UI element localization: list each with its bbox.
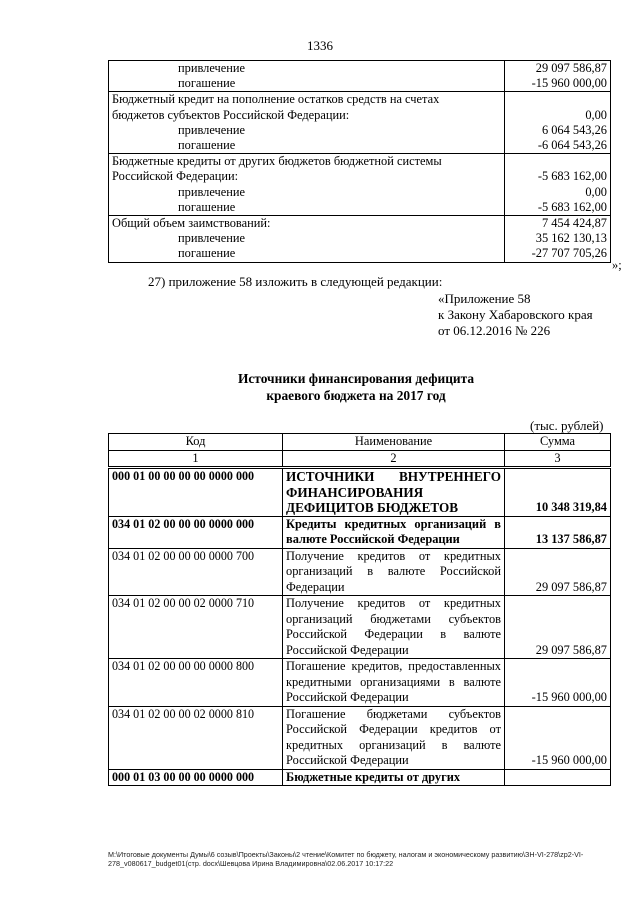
borrowing-amount: -27 707 705,26 bbox=[531, 246, 607, 261]
borrowing-amount: 29 097 586,87 bbox=[535, 61, 607, 75]
borrowing-amount-cell bbox=[505, 92, 611, 154]
table-row bbox=[109, 548, 611, 596]
row-sum bbox=[505, 769, 611, 786]
units-note: (тыс. рублей) bbox=[530, 418, 604, 433]
row-sum: -15 960 000,00 bbox=[505, 659, 611, 707]
header-code: Код bbox=[109, 434, 283, 451]
row-name: Получение кредитов от кредитных организаций бюджетами субъектов Российской Федерации в валюте Российской Федерации bbox=[283, 596, 505, 659]
borrowing-label-cell bbox=[109, 61, 505, 92]
borrowing-amount: 0,00 bbox=[585, 184, 607, 199]
row-name: Погашение бюджетами субъектов Российской Федерации кредитов от кредитных организаций в валюте Российской Федерации bbox=[283, 706, 505, 769]
row-sum: 10 348 319,84 bbox=[505, 468, 611, 517]
row-code: 034 01 02 00 00 00 0000 000 bbox=[109, 516, 283, 548]
table-row bbox=[109, 769, 611, 786]
row-name: Получение кредитов от кредитных организаций в валюте Российской Федерации bbox=[283, 548, 505, 596]
table-row bbox=[109, 659, 611, 707]
header-row bbox=[109, 434, 611, 451]
borrowing-amount-cell bbox=[505, 216, 611, 263]
row-name: ИСТОЧНИКИ ВНУТРЕННЕГО ФИНАНСИРОВАНИЯ ДЕФИЦИТОВ БЮДЖЕТОВ bbox=[283, 468, 505, 517]
borrowing-amount: -6 064 543,26 bbox=[537, 138, 607, 153]
document-title bbox=[0, 370, 640, 404]
appendix-line-2: к Закону Хабаровского края bbox=[438, 307, 593, 322]
row-sum: 13 137 586,87 bbox=[505, 516, 611, 548]
appendix-line-1: «Приложение 58 bbox=[438, 291, 531, 306]
borrowing-amount: 0,00 bbox=[585, 107, 607, 122]
row-sum: -15 960 000,00 bbox=[505, 706, 611, 769]
borrowing-label: Общий объем заимствований: bbox=[112, 216, 271, 231]
table-row bbox=[109, 706, 611, 769]
table-row bbox=[109, 516, 611, 548]
row-name: Бюджетные кредиты от других bbox=[283, 769, 505, 786]
borrowing-label: привлечение bbox=[178, 184, 246, 199]
row-code: 034 01 02 00 00 02 0000 710 bbox=[109, 596, 283, 659]
borrowing-amount: -5 683 162,00 bbox=[537, 199, 607, 214]
borrowings-table bbox=[108, 60, 611, 263]
borrowing-label: погашение bbox=[178, 246, 236, 261]
borrowing-label: привлечение bbox=[178, 122, 246, 137]
row-sum: 29 097 586,87 bbox=[505, 548, 611, 596]
borrowing-label: погашение bbox=[178, 76, 236, 91]
title-line-2: краевого бюджета на 2017 год bbox=[266, 388, 446, 403]
borrowing-amount: 7 454 424,87 bbox=[541, 216, 607, 231]
column-number-name: 2 bbox=[283, 450, 505, 468]
row-code: 034 01 02 00 00 00 0000 700 bbox=[109, 548, 283, 596]
row-code: 034 01 02 00 00 02 0000 810 bbox=[109, 706, 283, 769]
borrowing-label-continued: Российской Федерации: bbox=[112, 169, 239, 184]
footer-file-path: M:\Итоговые документы Думы\6 созыв\Проекты\Законы\2 чтение\Комитет по бюджету, налогам и экономическому развитию\ЗН-VI-278\zp2-VI-278_v080617_budget01(стр. docx\Шевцова Ирина Владимировна\02.06.2017 10:17:22 bbox=[108, 850, 584, 868]
borrowing-label: Бюджетный кредит на пополнение остатков средств на счетах bbox=[112, 92, 440, 107]
borrowing-label: погашение bbox=[178, 199, 236, 214]
borrowing-group bbox=[109, 61, 611, 92]
title-line-1: Источники финансирования дефицита bbox=[237, 371, 475, 386]
header-name: Наименование bbox=[283, 434, 505, 451]
borrowing-label-continued: бюджетов субъектов Российской Федерации: bbox=[112, 107, 350, 122]
row-name: Погашение кредитов, предоставленных кредитными организациями в валюте Российской Федерации bbox=[283, 659, 505, 707]
row-code: 000 01 00 00 00 00 0000 000 bbox=[109, 468, 283, 517]
borrowing-group bbox=[109, 154, 611, 216]
closing-quote-mark: »; bbox=[612, 258, 622, 272]
borrowing-label-cell bbox=[109, 154, 505, 216]
row-code: 034 01 02 00 00 00 0000 800 bbox=[109, 659, 283, 707]
table-row bbox=[109, 596, 611, 659]
borrowing-amount: 6 064 543,26 bbox=[541, 122, 607, 137]
header-sum: Сумма bbox=[505, 434, 611, 451]
borrowing-label: Бюджетные кредиты от других бюджетов бюджетной системы bbox=[112, 154, 442, 169]
appendix-header bbox=[438, 291, 593, 339]
borrowing-label: погашение bbox=[178, 138, 236, 153]
financing-sources-table bbox=[108, 433, 611, 786]
table-row bbox=[109, 468, 611, 517]
borrowing-amount: 35 162 130,13 bbox=[535, 231, 607, 246]
borrowing-label: привлечение bbox=[178, 61, 246, 75]
borrowing-group bbox=[109, 216, 611, 263]
row-name: Кредиты кредитных организаций в валюте Российской Федерации bbox=[283, 516, 505, 548]
column-number-code: 1 bbox=[109, 450, 283, 468]
amount-spacer bbox=[508, 154, 607, 169]
borrowing-label: привлечение bbox=[178, 231, 246, 246]
row-sum: 29 097 586,87 bbox=[505, 596, 611, 659]
page-number: 1336 bbox=[307, 38, 333, 53]
appendix-line-3: от 06.12.2016 № 226 bbox=[438, 323, 551, 338]
column-number-row bbox=[109, 450, 611, 468]
borrowing-amount-cell bbox=[505, 154, 611, 216]
borrowing-amount: -5 683 162,00 bbox=[537, 169, 607, 184]
amendment-text: 27) приложение 58 изложить в следующей редакции: bbox=[148, 274, 443, 289]
borrowing-amount-cell bbox=[505, 61, 611, 92]
borrowing-label-cell bbox=[109, 216, 505, 263]
row-code: 000 01 03 00 00 00 0000 000 bbox=[109, 769, 283, 786]
borrowing-group bbox=[109, 92, 611, 154]
column-number-sum: 3 bbox=[505, 450, 611, 468]
borrowing-label-cell bbox=[109, 92, 505, 154]
borrowing-amount: -15 960 000,00 bbox=[531, 76, 607, 91]
amount-spacer bbox=[508, 92, 607, 107]
